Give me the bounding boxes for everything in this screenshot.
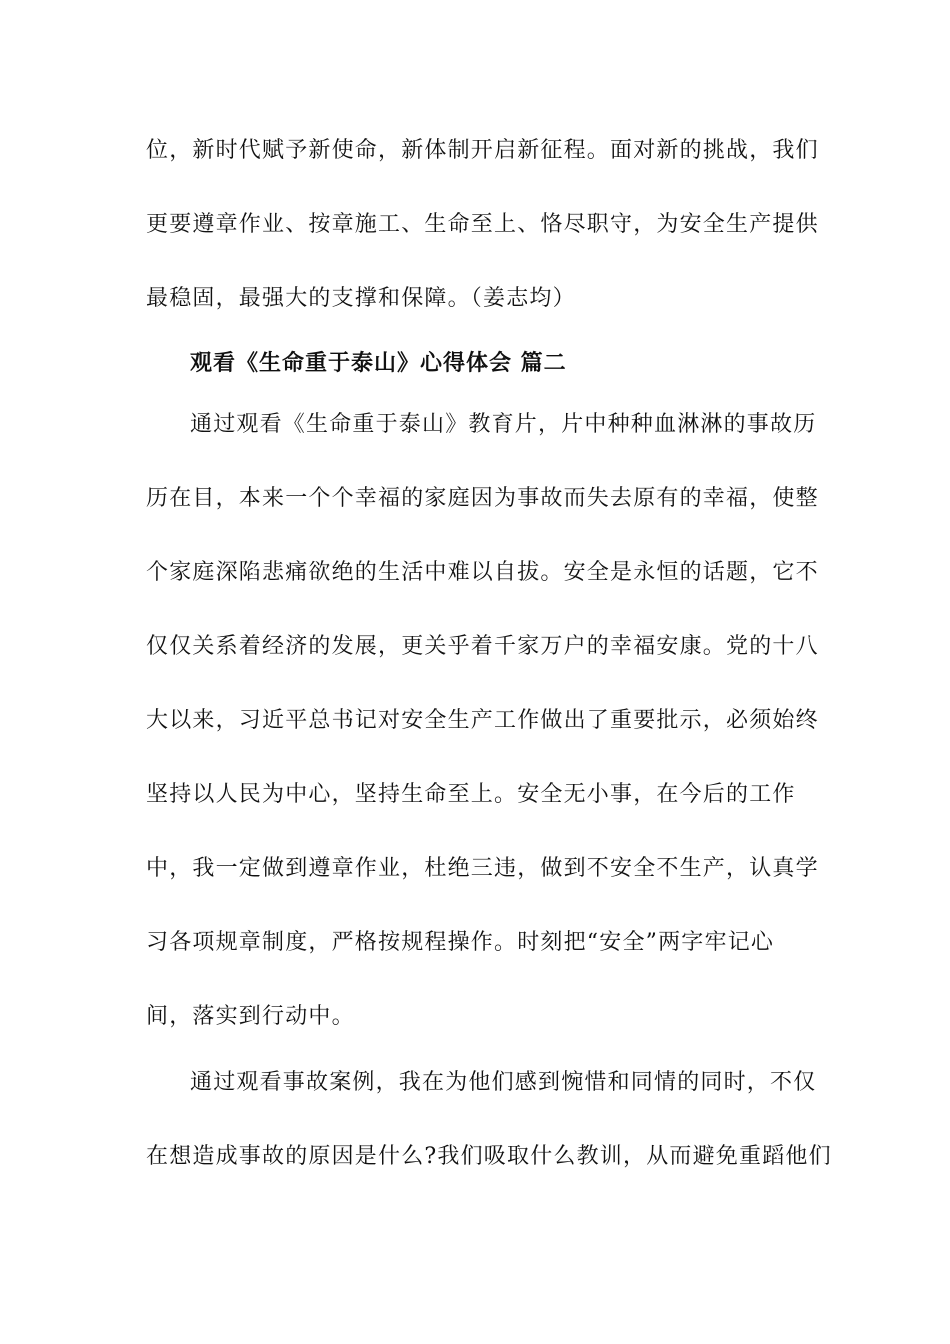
text-line: 仅仅关系着经济的发展，更关乎着千家万户的幸福安康。党的十八 [146, 634, 819, 659]
text-line: 间，落实到行动中。 [146, 1004, 355, 1029]
text-line: 通过观看《生命重于泰山》教育片，片中种种血淋淋的事故历 [190, 412, 817, 437]
section-heading: 观看《生命重于泰山》心得体会 篇二 [190, 350, 567, 376]
text-line: 中，我一定做到遵章作业，杜绝三违，做到不安全不生产，认真学 [146, 856, 819, 881]
text-line: 在想造成事故的原因是什么?我们吸取什么教训，从而避免重蹈他们 [146, 1144, 832, 1169]
text-line: 大以来，习近平总书记对安全生产工作做出了重要批示，必须始终 [146, 708, 819, 733]
text-line: 位，新时代赋予新使命，新体制开启新征程。面对新的挑战，我们 [146, 138, 819, 163]
text-line: 历在目，本来一个个幸福的家庭因为事故而失去原有的幸福，使整 [146, 486, 819, 511]
text-line: 最稳固，最强大的支撑和保障。（姜志均） [146, 286, 576, 311]
text-line: 习各项规章制度，严格按规程操作。时刻把“安全”两字牢记心 [146, 930, 775, 955]
text-line: 坚持以人民为中心，坚持生命至上。安全无小事，在今后的工作 [146, 782, 796, 807]
text-line: 个家庭深陷悲痛欲绝的生活中难以自拔。安全是永恒的话题，它不 [146, 560, 819, 585]
text-line: 通过观看事故案例，我在为他们感到惋惜和同情的同时，不仅 [190, 1070, 817, 1095]
text-line: 更要遵章作业、按章施工、生命至上、恪尽职守，为安全生产提供 [146, 212, 819, 237]
